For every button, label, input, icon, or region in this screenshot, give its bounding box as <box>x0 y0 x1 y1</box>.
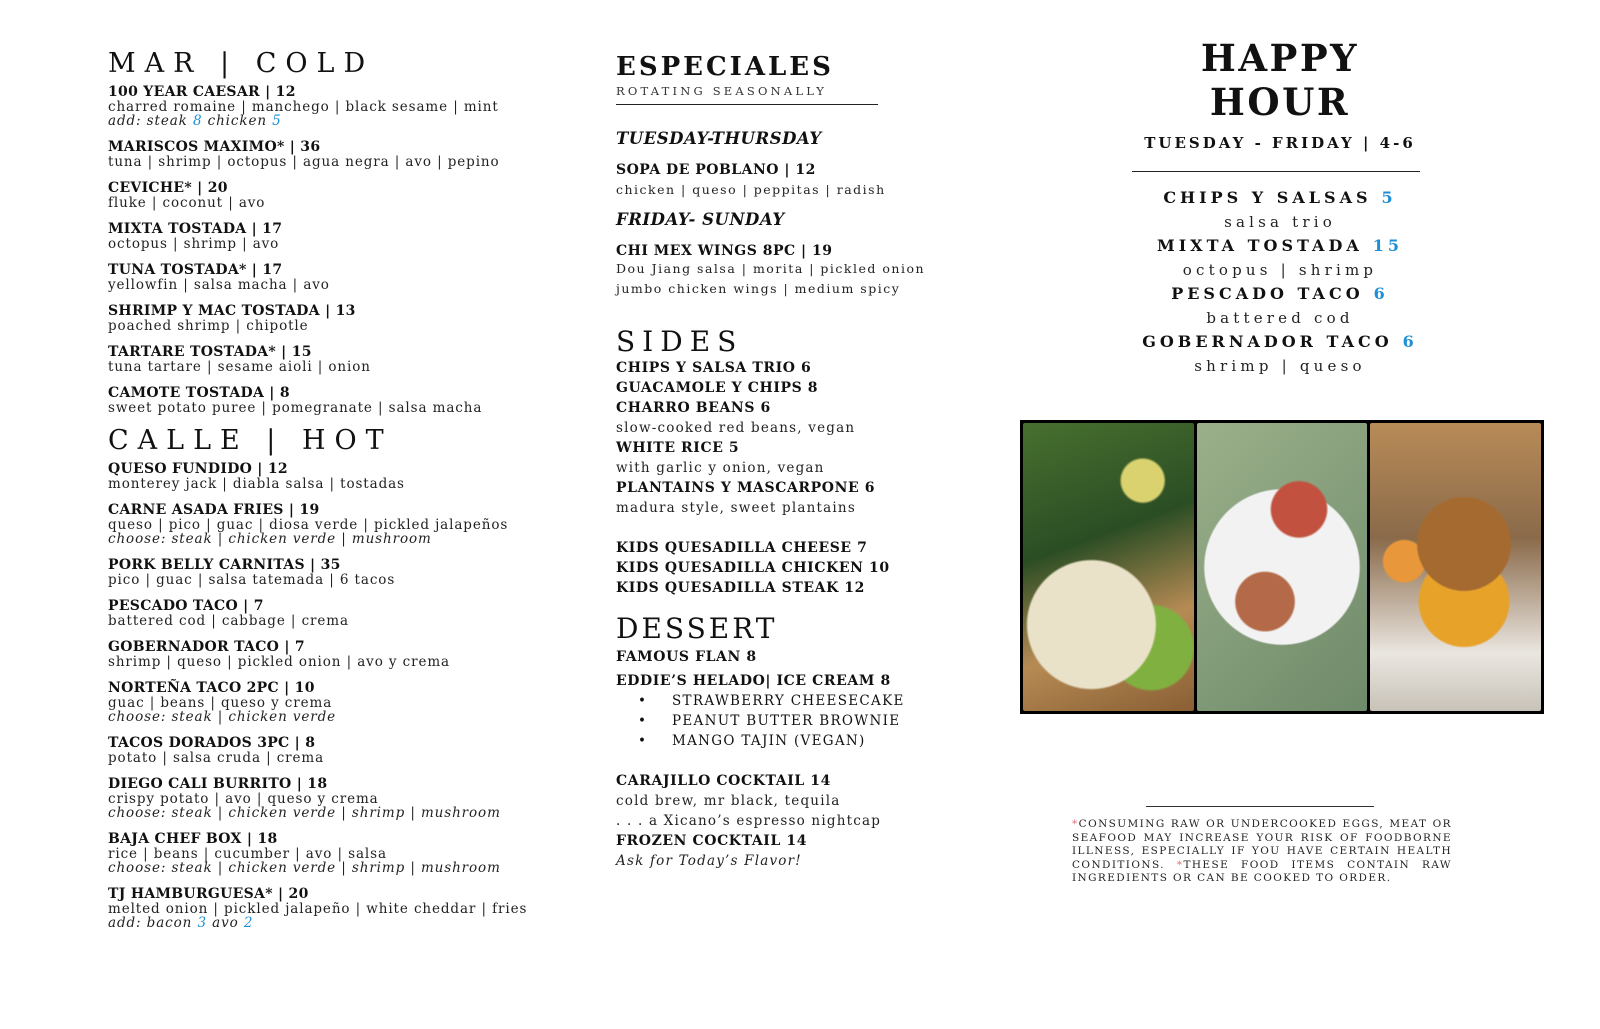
menu-item-name: CEVICHE* | 20 <box>108 180 228 196</box>
menu-item-desc: crispy potato | avo | queso y crema <box>108 791 379 807</box>
menu-item <box>108 263 548 292</box>
menu-item-desc: melted onion | pickled jalapeño | white cheddar | fries <box>108 901 528 917</box>
menu-item-desc: queso | pico | guac | diosa verde | pickled jalapeños <box>108 517 509 533</box>
ceviche-photo <box>1023 423 1194 711</box>
menu-item <box>108 85 548 128</box>
sides-title: SIDES <box>616 325 744 358</box>
dessert-title: DESSERT <box>616 612 778 645</box>
menu-item <box>108 887 548 930</box>
menu-item-name: PORK BELLY CARNITAS | 35 <box>108 557 341 573</box>
side-item-desc: with garlic y onion, vegan <box>616 460 825 476</box>
side-item-desc: madura style, sweet plantains <box>616 500 856 516</box>
happy-hour-item-desc: shrimp | queso <box>1194 357 1366 375</box>
addon-label: chicken <box>202 113 273 129</box>
menu-item <box>108 503 548 546</box>
addon-price: 2 <box>243 915 254 931</box>
menu-item-desc: tuna tartare | sesame aioli | onion <box>108 359 371 375</box>
menu-item-name: CARNE ASADA FRIES | 19 <box>108 502 320 518</box>
menu-item-name: MIXTA TOSTADA | 17 <box>108 221 283 237</box>
especiales-divider <box>616 104 878 105</box>
menu-item-name: TJ HAMBURGUESA* | 20 <box>108 886 309 902</box>
menu-item-name: TARTARE TOSTADA* | 15 <box>108 344 312 360</box>
menu-item-desc: pico | guac | salsa tatemada | 6 tacos <box>108 572 396 588</box>
hot-items-list <box>108 462 548 930</box>
happy-hour-item-name <box>1130 186 1430 210</box>
menu-item-desc: potato | salsa cruda | crema <box>108 750 325 766</box>
happy-hour-item-price: 5 <box>1381 188 1397 207</box>
menu-item <box>108 345 548 374</box>
addon-label: avo <box>206 915 244 931</box>
addon-label: add: bacon <box>108 915 198 931</box>
menu-item-choices: choose: steak | chicken verde | shrimp | mushroom <box>108 860 501 876</box>
menu-item <box>108 640 548 669</box>
special-item-wings-desc-1: Dou Jiang salsa | morita | pickled onion <box>616 261 926 276</box>
menu-item <box>108 462 548 491</box>
menu-item-name: CAMOTE TOSTADA | 8 <box>108 385 290 401</box>
side-item-name: GUACAMOLE Y CHIPS 8 <box>616 380 819 396</box>
happy-hour-item-desc: salsa trio <box>1224 213 1336 231</box>
menu-item-choices: choose: steak | chicken verde <box>108 709 337 725</box>
addon-price: 3 <box>197 915 207 931</box>
happy-hour-item-name <box>1130 330 1430 354</box>
disclaimer-text <box>1072 818 1452 886</box>
happy-hour-divider <box>1132 171 1420 172</box>
disclaimer-star-2: * <box>1176 858 1184 871</box>
day-heading-fri-sun: FRIDAY- SUNDAY <box>616 210 785 229</box>
side-item-name: PLANTAINS Y MASCARPONE 6 <box>616 480 876 496</box>
menu-item <box>108 832 548 875</box>
kids-item: KIDS QUESADILLA STEAK 12 <box>616 580 865 596</box>
disclaimer-part-2: THESE FOOD ITEMS CONTAIN RAW INGREDIENTS OR CAN BE COOKED TO ORDER. <box>1072 858 1452 884</box>
happy-hour-item-label: PESCADO TACO <box>1171 284 1364 303</box>
dessert-flan: FAMOUS FLAN 8 <box>616 649 757 665</box>
left-column <box>108 48 548 930</box>
menu-item-desc: battered cod | cabbage | crema <box>108 613 349 629</box>
happy-hour-list <box>1130 186 1430 378</box>
menu-item <box>108 386 548 415</box>
menu-item-name: 100 YEAR CAESAR | 12 <box>108 84 296 100</box>
menu-item <box>108 736 548 765</box>
menu-item-desc: yellowfin | salsa macha | avo <box>108 277 330 293</box>
menu-item-choices: choose: steak | chicken verde | mushroom <box>108 531 432 547</box>
happy-hour-item-price: 6 <box>1373 284 1389 303</box>
menu-item <box>108 599 548 628</box>
ice-cream-flavor-list <box>638 691 946 751</box>
menu-item-desc: guac | beans | queso y crema <box>108 695 333 711</box>
right-column <box>1020 36 1580 884</box>
disclaimer-divider <box>1146 806 1374 807</box>
carajillo-cocktail: CARAJILLO COCKTAIL 14 <box>616 773 831 789</box>
happy-hour-subtitle: TUESDAY - FRIDAY | 4-6 <box>1144 134 1416 152</box>
special-item-wings-desc-2: jumbo chicken wings | medium spicy <box>616 281 901 296</box>
menu-item <box>108 681 548 724</box>
menu-item-name: BAJA CHEF BOX | 18 <box>108 831 278 847</box>
menu-item <box>108 222 548 251</box>
menu-item-desc: monterey jack | diabla salsa | tostadas <box>108 476 405 492</box>
menu-item-name: QUESO FUNDIDO | 12 <box>108 461 288 477</box>
menu-item-name: TUNA TOSTADA* | 17 <box>108 262 283 278</box>
special-item-wings: CHI MEX WINGS 8PC | 19 <box>616 243 833 259</box>
menu-item-name: SHRIMP Y MAC TOSTADA | 13 <box>108 303 356 319</box>
menu-item-name: NORTEÑA TACO 2PC | 10 <box>108 680 315 696</box>
happy-hour-item-label: CHIPS Y SALSAS <box>1163 188 1372 207</box>
menu-item-name: GOBERNADOR TACO | 7 <box>108 639 305 655</box>
tostadas-photo <box>1197 423 1368 711</box>
addon-price: 8 <box>192 113 203 129</box>
happy-hour-item-label: MIXTA TOSTADA <box>1156 236 1363 255</box>
happy-hour-item-label: GOBERNADOR TACO <box>1142 332 1393 351</box>
menu-item <box>108 304 548 333</box>
menu-item <box>108 140 548 169</box>
ice-cream-flavor: • STRAWBERRY CHEESECAKE <box>638 691 946 711</box>
menu-item-desc: octopus | shrimp | avo <box>108 236 280 252</box>
menu-item-desc: charred romaine | manchego | black sesame | mint <box>108 99 499 115</box>
cold-items-list <box>108 85 548 415</box>
menu-item <box>108 181 548 210</box>
menu-item-name: PESCADO TACO | 7 <box>108 598 264 614</box>
special-item-sopa: SOPA DE POBLANO | 12 <box>616 162 816 178</box>
menu-item-desc: sweet potato puree | pomegranate | salsa macha <box>108 400 483 416</box>
menu-item-name: TACOS DORADOS 3PC | 8 <box>108 735 316 751</box>
carajillo-desc-2: . . . a Xicano’s espresso nightcap <box>616 813 882 829</box>
menu-item <box>108 558 548 587</box>
disclaimer-part-1: CONSUMING RAW OR UNDERCOOKED EGGS, MEAT OR SEAFOOD MAY INCREASE YOUR RISK OF FOODBORNE ILLNESS, ESPECIALLY IF YOU HAVE CERTAIN HEALTH CONDITIONS. <box>1072 818 1452 871</box>
happy-hour-item-price: 15 <box>1372 236 1404 255</box>
sides-list <box>616 358 946 518</box>
side-item-name: WHITE RICE 5 <box>616 440 740 456</box>
menu-item <box>108 777 548 820</box>
cold-section-title: MAR | COLD <box>108 48 375 79</box>
ice-cream-flavor: • MANGO TAJIN (VEGAN) <box>638 731 946 751</box>
menu-item-desc: poached shrimp | chipotle <box>108 318 309 334</box>
side-item-desc: slow-cooked red beans, vegan <box>616 420 856 436</box>
food-photo-strip <box>1020 420 1544 714</box>
frozen-cocktail: FROZEN COCKTAIL 14 <box>616 833 808 849</box>
addon-label: add: steak <box>108 113 193 129</box>
menu-item-desc: rice | beans | cucumber | avo | salsa <box>108 846 387 862</box>
kids-list <box>616 538 946 598</box>
side-item-name: CHARRO BEANS 6 <box>616 400 771 416</box>
burger-photo <box>1370 423 1541 711</box>
menu-item-desc: shrimp | queso | pickled onion | avo y crema <box>108 654 450 670</box>
happy-hour-item-desc: octopus | shrimp <box>1182 261 1378 279</box>
middle-column <box>616 52 946 871</box>
special-item-sopa-desc: chicken | queso | peppitas | radish <box>616 182 886 197</box>
day-heading-tue-thu: TUESDAY-THURSDAY <box>616 129 822 148</box>
disclaimer-star-1: * <box>1072 818 1079 830</box>
menu-item-choices: choose: steak | chicken verde | shrimp | mushroom <box>108 805 501 821</box>
frozen-cocktail-desc: Ask for Today’s Flavor! <box>616 853 802 869</box>
happy-hour-item-name <box>1130 282 1430 306</box>
side-item-name: CHIPS Y SALSA TRIO 6 <box>616 360 812 376</box>
especiales-subtitle: ROTATING SEASONALLY <box>616 84 828 98</box>
menu-item-addons <box>108 916 548 930</box>
dessert-helado: EDDIE’S HELADO| ICE CREAM 8 <box>616 673 891 689</box>
menu-item-desc: tuna | shrimp | octopus | agua negra | avo | pepino <box>108 154 500 170</box>
carajillo-desc-1: cold brew, mr black, tequila <box>616 793 841 809</box>
happy-hour-item-name <box>1130 234 1430 258</box>
happy-hour-title: HAPPY HOUR <box>1200 36 1360 124</box>
menu-item-desc: fluke | coconut | avo <box>108 195 266 211</box>
menu-item-addons <box>108 114 548 128</box>
especiales-title: ESPECIALES <box>616 52 834 82</box>
menu-item-name: MARISCOS MAXIMO* | 36 <box>108 139 321 155</box>
hot-section-title: CALLE | HOT <box>108 425 393 456</box>
kids-item: KIDS QUESADILLA CHICKEN 10 <box>616 560 890 576</box>
kids-item: KIDS QUESADILLA CHEESE 7 <box>616 540 868 556</box>
happy-hour-item-desc: battered cod <box>1206 309 1354 327</box>
addon-price: 5 <box>272 113 282 129</box>
ice-cream-flavor: • PEANUT BUTTER BROWNIE <box>638 711 946 731</box>
menu-item-name: DIEGO CALI BURRITO | 18 <box>108 776 328 792</box>
happy-hour-item-price: 6 <box>1402 332 1418 351</box>
